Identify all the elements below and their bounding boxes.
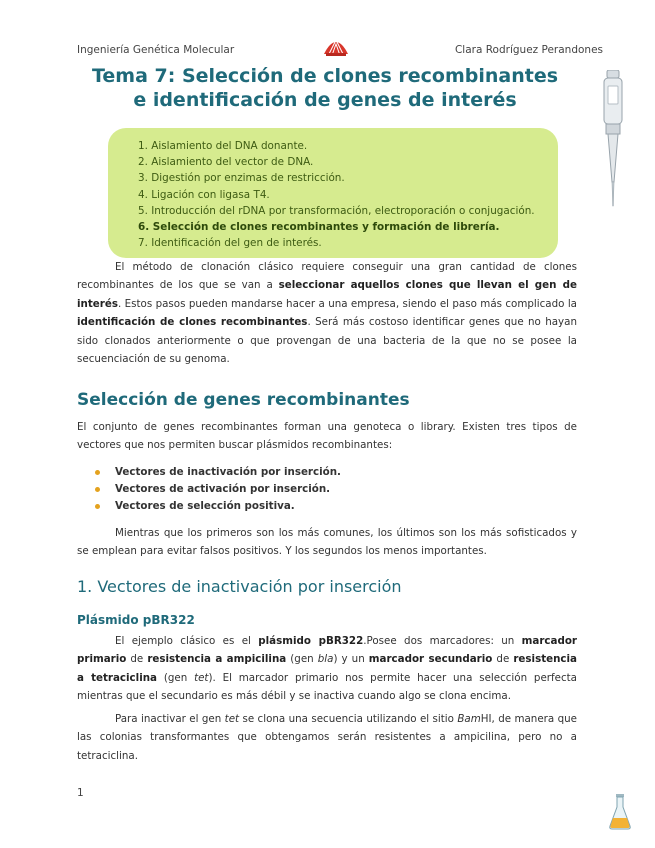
outline-item: 7. Identificación del gen de interés. (138, 237, 322, 250)
list-item: Vectores de activación por inserción. (95, 481, 341, 498)
section-paragraph: El conjunto de genes recombinantes forman una genoteca o library. Existen tres tipos de vectores que nos permiten buscar plásmidos recombinantes: (77, 421, 577, 452)
list-item: Vectores de inactivación por inserción. (95, 464, 341, 481)
intro-paragraph: El método de clonación clásico requiere conseguir una gran cantidad de clones recombinantes de los que se van a seleccionar aquellos clones que llevan el gen de interés. Estos pasos pueden mandarse hacer a una empresa, siendo el paso más complicado la identificación de clones recombinantes. Será más costoso identificar genes que no hayan sido clonados anteriormente o que provengan de una bacteria de la que no se posee la secuenciación de su genoma. (77, 261, 577, 366)
bullet-icon (95, 470, 100, 475)
page-number: 1 (77, 787, 84, 799)
subsubsection-heading: Plásmido pBR322 (77, 613, 195, 627)
bullet-icon (95, 504, 100, 509)
outline-item: 4. Ligación con ligasa T4. (138, 188, 270, 201)
outline-item: 1. Aislamiento del DNA donante. (138, 140, 308, 152)
outline-item: 5. Introducción del rDNA por transformación, electroporación o conjugación. (138, 204, 535, 217)
university-logo (322, 36, 350, 56)
plasmid-paragraph: El ejemplo clásico es el plásmido pBR322.Posee dos marcadores: un marcador primario de resistencia a ampicilina (gen bla) y un marcador secundario de resistencia a tetraciclina (gen tet). El marcador primario nos permite hacer una selección perfecta mientras que el secundario es más débil y se inactiva cuando algo se clona encima. (77, 635, 578, 703)
subsection-heading: 1. Vectores de inactivación por inserción (77, 577, 402, 596)
bullet-icon (95, 487, 100, 492)
list-item: Vectores de selección positiva. (95, 498, 341, 515)
header-right: Clara Rodríguez Perandones (454, 44, 603, 56)
vector-types-list (95, 464, 341, 515)
outline-item: 3. Digestión por enzimas de restricción. (138, 172, 345, 185)
inactivation-paragraph: Para inactivar el gen tet se clona una secuencia utilizando el sitio BamHI, de manera que las colonias transformantes que obtengamos serán resistentes a ampicilina, pero no a tetraciclina. (77, 713, 578, 762)
pipette-icon (598, 70, 628, 210)
page-title: Tema 7: Selección de clones recombinantes e identificación de genes de interés (91, 65, 559, 111)
header-left: Ingeniería Genética Molecular (77, 44, 235, 56)
flask-icon (608, 794, 632, 830)
outline-item: 2. Aislamiento del vector de DNA. (138, 156, 314, 169)
section-heading: Selección de genes recombinantes (77, 390, 410, 410)
outline-item-current: 6. Selección de clones recombinantes y formación de librería. (138, 221, 500, 234)
section-paragraph-2: Mientras que los primeros son los más comunes, los últimos son los más sofisticados y se emplean para evitar falsos positivos. Y los segundos los menos importantes. (77, 527, 577, 558)
topic-outline (108, 128, 558, 258)
